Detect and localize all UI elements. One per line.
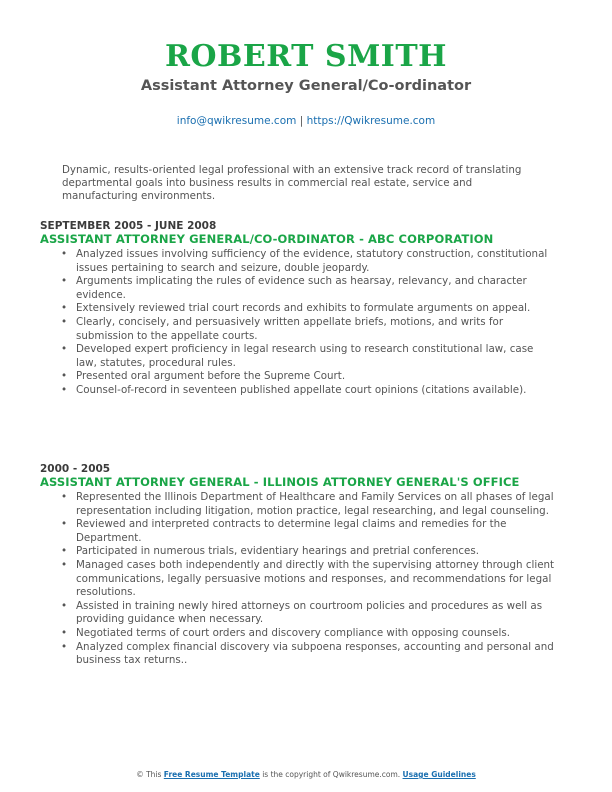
job-title: ASSISTANT ATTORNEY GENERAL/CO-ORDINATOR - ABC CORPORATION: [40, 232, 494, 246]
job-dates: 2000 - 2005: [40, 463, 111, 475]
footer-middle: is the copyright of Qwikresume.com.: [262, 770, 401, 779]
free-resume-template-link[interactable]: Free Resume Template: [163, 770, 260, 779]
job-dates: SEPTEMBER 2005 - JUNE 2008: [40, 220, 217, 232]
resume-header: [0, 0, 612, 128]
job-bullet: • Clearly, concisely, and persuasively written appellate briefs, motions, and writs for submission to the appellate courts.: [40, 316, 556, 343]
job-bullet: • Participated in numerous trials, evidentiary hearings and pretrial conferences.: [40, 545, 556, 559]
job-bullet: • Assisted in training newly hired attorneys on courtroom policies and procedures as well as providing guidance when necessary.: [40, 600, 556, 627]
contact-line: [0, 114, 612, 128]
job-bullet: • Reviewed and interpreted contracts to determine legal claims and remedies for the Department.: [40, 518, 556, 545]
job-bullet: • Negotiated terms of court orders and discovery compliance with opposing counsels.: [40, 627, 556, 641]
email-link[interactable]: info@qwikresume.com: [176, 115, 297, 127]
copyright-footer: [0, 770, 612, 780]
job-bullet: • Presented oral argument before the Supreme Court.: [40, 370, 556, 384]
candidate-role: Assistant Attorney General/Co-ordinator: [140, 78, 472, 94]
contact-separator: |: [299, 115, 304, 127]
job-bullet: • Represented the Illinois Department of Healthcare and Family Services on all phases of legal representation including litigation, motion practice, legal researching, and legal counseling.: [40, 491, 556, 518]
job-bullet: • Arguments implicating the rules of evidence such as hearsay, relevancy, and character evidence.: [40, 275, 556, 302]
summary-paragraph: Dynamic, results-oriented legal professional with an extensive track record of translating departmental goals into business results in commercial real estate, service and manufacturing environments.: [62, 164, 522, 202]
job-bullet: • Managed cases both independently and directly with the supervising attorney through client communications, legally persuasive motions and responses, and recommendations for legal resolutions.: [40, 559, 556, 600]
usage-guidelines-link[interactable]: Usage Guidelines: [402, 770, 476, 779]
job-bullet-list: [40, 491, 566, 668]
job-bullet: • Counsel-of-record in seventeen published appellate court opinions (citations available).: [40, 384, 556, 398]
candidate-name: ROBERT SMITH: [164, 39, 448, 74]
job-entry: [40, 463, 566, 668]
job-bullet: • Extensively reviewed trial court records and exhibits to formulate arguments on appeal.: [40, 302, 556, 316]
website-link[interactable]: https://Qwikresume.com: [306, 115, 436, 127]
job-entry: [40, 220, 566, 398]
footer-prefix: © This: [136, 770, 162, 779]
job-bullet: • Developed expert proficiency in legal research using to research constitutional law, case law, statutes, procedural rules.: [40, 343, 556, 370]
job-title: ASSISTANT ATTORNEY GENERAL - ILLINOIS ATTORNEY GENERAL'S OFFICE: [40, 475, 520, 489]
job-bullet: • Analyzed issues involving sufficiency of the evidence, statutory construction, constitutional issues pertaining to search and seizure, double jeopardy.: [40, 248, 556, 275]
job-bullet-list: [40, 248, 566, 398]
job-bullet: • Analyzed complex financial discovery via subpoena responses, accounting and personal and business tax returns..: [40, 641, 556, 668]
